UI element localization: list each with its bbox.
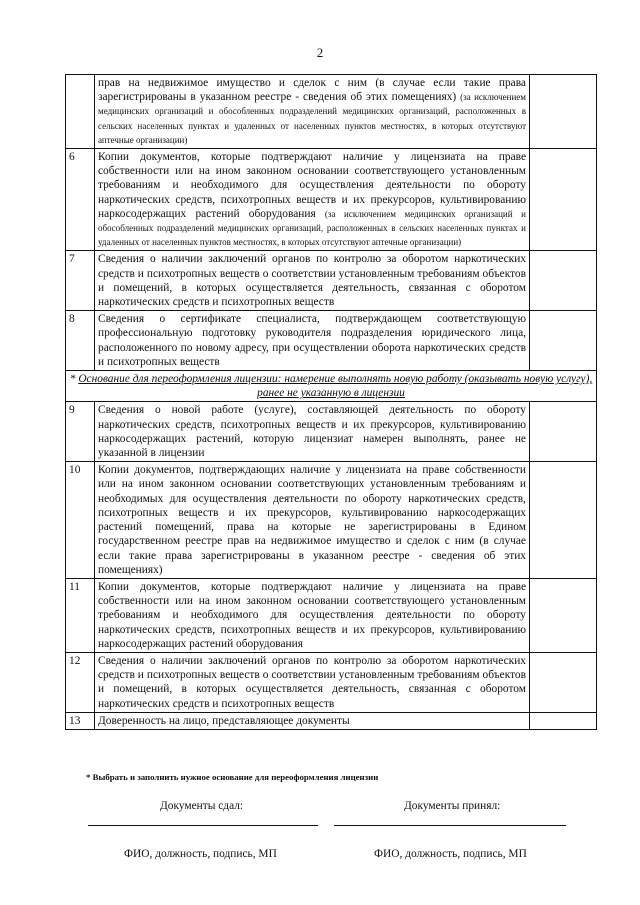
handed-over-caption: ФИО, должность, подпись, МП xyxy=(124,848,277,860)
documents-table xyxy=(65,74,597,730)
row-text: Сведения о наличии заключений органов по контролю за оборотом наркотических средств и психотропных веществ о соответствии установленным требованиям объектов и помещений, в которых осуществляется деятельность, связанная с оборотом наркотических средств и психотропных веществ xyxy=(95,652,530,712)
table-row xyxy=(66,578,597,652)
row-text: Сведения о сертификате специалиста, подтверждающем соответствующую профессиональную подготовку руководителя подразделения юридического лица, расположенного по новому адресу, при осуществлении оборота наркотических средств и психотропных веществ xyxy=(95,311,530,371)
row-number: 8 xyxy=(66,311,95,371)
row-text: Сведения о наличии заключений органов по контролю за оборотом наркотических средств и психотропных веществ о соответствии установленным требованиям объектов и помещений, в которых осуществляется деятельность, связанная с оборотом наркотических средств и психотропных веществ xyxy=(95,251,530,311)
received-label: Документы принял: xyxy=(404,800,501,812)
row-small-text: (за исключением медицинских организаций и обособленных подразделений медицинских организаций, расположенных в сельских населенных пунктах и удаленных от населенных пунктов местностях, в которых отсутствуют аптечные организации) xyxy=(98,208,526,248)
row-number xyxy=(66,75,95,149)
table-row xyxy=(66,149,597,251)
row-mark-cell[interactable] xyxy=(530,251,597,311)
handed-over-signature-line[interactable] xyxy=(88,825,318,826)
handed-over-label: Документы сдал: xyxy=(160,800,244,812)
section-note xyxy=(66,371,597,402)
row-mark-cell[interactable] xyxy=(530,311,597,371)
note-prefix: * xyxy=(69,373,79,386)
footnote: * Выбрать и заполнить нужное основание для переоформления лицензии xyxy=(86,772,379,782)
row-number: 12 xyxy=(66,652,95,712)
row-text: Копии документов, которые подтверждают наличие у лицензиата на праве собственности или на ином законном основании соответствующего установленным требованиям и необходимого для осуществления деятельности по обороту наркотических средств, психотропных веществ и их прекурсоров, культивированию наркосодержащих растений оборудования xyxy=(95,578,530,652)
received-signature-line[interactable] xyxy=(334,825,566,826)
row-main-text: Копии документов, которые подтверждают наличие у лицензиата на праве собственности или на ином законном основании соответствующего установленным требованиям и необходимого для осуществления деятельности по обороту наркотических средств, психотропных веществ и их прекурсоров, культивированию наркосодержащих растений оборудования xyxy=(98,151,526,220)
note-text: Основание для переоформления лицензии: намерение выполнять новую работу (оказывать новую услугу), ранее не указанную в лицензии xyxy=(78,373,593,400)
row-number: 7 xyxy=(66,251,95,311)
row-number: 9 xyxy=(66,402,95,462)
table-row xyxy=(66,652,597,712)
section-note-row xyxy=(66,371,597,402)
row-main-text: прав на недвижимое имущество и сделок с ним (в случае если такие права зарегистрированы в указанном реестре - сведения об этих помещениях) xyxy=(98,77,526,104)
row-text xyxy=(95,149,530,251)
row-small-text: (за исключением медицинских организаций и обособленных подразделений медицинских организаций, расположенных в сельских населенных пунктах и удаленных от населенных пунктов местностях, в которых отсутствуют аптечные организации) xyxy=(98,92,526,145)
row-text: Доверенность на лицо, представляющее документы xyxy=(95,712,530,729)
row-number: 13 xyxy=(66,712,95,729)
table-row xyxy=(66,402,597,462)
row-number: 10 xyxy=(66,462,95,579)
row-mark-cell[interactable] xyxy=(530,402,597,462)
row-mark-cell[interactable] xyxy=(530,578,597,652)
table-row xyxy=(66,712,597,729)
row-text: Копии документов, подтверждающих наличие у лицензиата на праве собственности или на ином законном основании соответствующих установленным требованиям и необходимых для осуществления деятельности по обороту наркотических средств, психотропных веществ и их прекурсоров, культивированию наркосодержащих растений помещений, права на которые не зарегистрированы в Едином государственном реестре прав на недвижимое имущество и сделок с ним (в случае если такие права зарегистрированы в указанном реестре - сведения об этих помещениях) xyxy=(95,462,530,579)
row-number: 11 xyxy=(66,578,95,652)
row-text: Сведения о новой работе (услуге), составляющей деятельность по обороту наркотических средств, психотропных веществ и их прекурсоров, культивированию наркосодержащих растений, которую лицензиат намерен выполнять, ранее не указанной в лицензии xyxy=(95,402,530,462)
received-caption: ФИО, должность, подпись, МП xyxy=(374,848,527,860)
table-row xyxy=(66,462,597,579)
row-text xyxy=(95,75,530,149)
row-mark-cell[interactable] xyxy=(530,712,597,729)
row-mark-cell[interactable] xyxy=(530,149,597,251)
table-row xyxy=(66,75,597,149)
page-number: 2 xyxy=(316,45,324,60)
row-mark-cell[interactable] xyxy=(530,652,597,712)
row-mark-cell[interactable] xyxy=(530,75,597,149)
row-number: 6 xyxy=(66,149,95,251)
table-row xyxy=(66,311,597,371)
row-mark-cell[interactable] xyxy=(530,462,597,579)
table-row xyxy=(66,251,597,311)
